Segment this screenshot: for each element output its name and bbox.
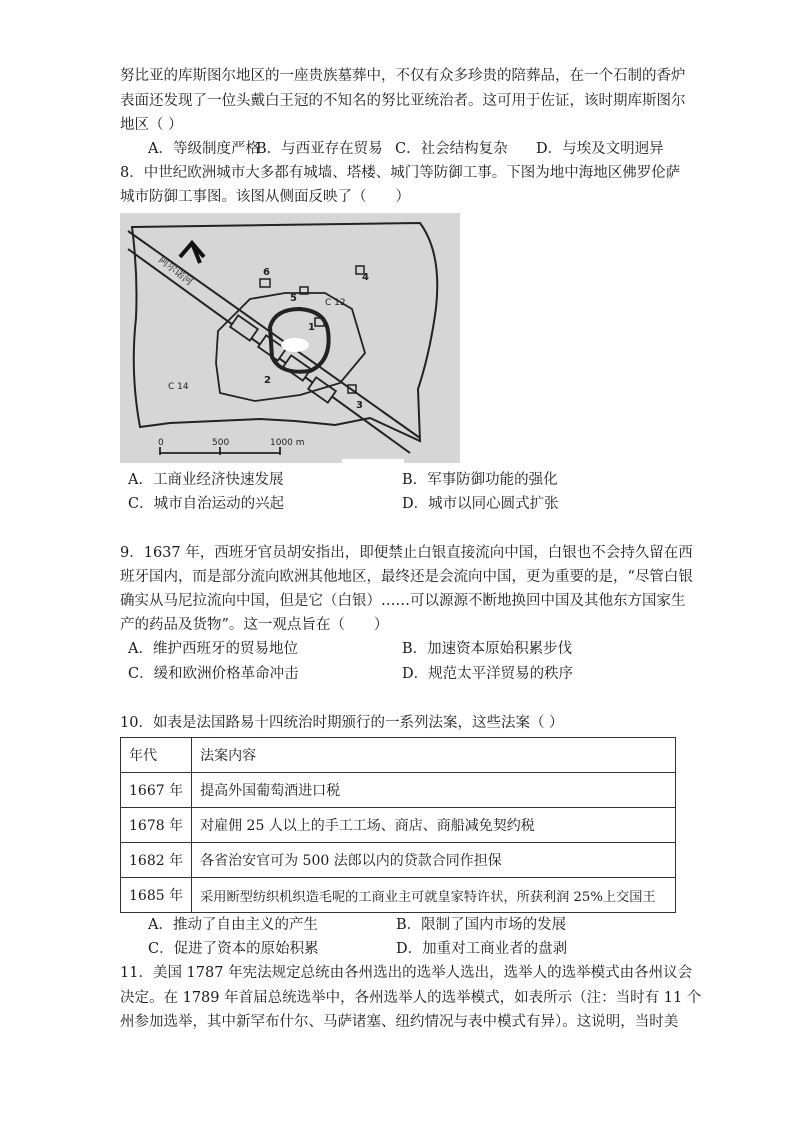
q9-option-d: D．规范太平洋贸易的秩序 (402, 666, 574, 682)
map-label-3: 3 (356, 400, 363, 411)
table-cell-content: 对雇佣 25 人以上的手工工场、商店、商船减免契约税 (192, 808, 676, 843)
q7-option-b: B．与西亚存在贸易 (256, 141, 383, 157)
table-cell-year: 1667 年 (121, 773, 192, 808)
louis-xiv-laws-table (120, 737, 676, 913)
map-label-c12: C 12 (325, 298, 346, 308)
scale-label-500: 500 (212, 438, 230, 448)
table-header-row (121, 738, 676, 773)
florence-fortification-map (120, 213, 460, 463)
q11-stem-line-1: 11．美国 1787 年宪法规定总统由各州选出的选举人选出，选举人的选举模式由各州议会 (120, 965, 693, 981)
table-cell-year: 1678 年 (121, 808, 192, 843)
table-row (121, 773, 676, 808)
q8-option-d: D．城市以同心圆式扩张 (402, 496, 559, 512)
q8-stem-line-2: 城市防御工事图。该图从侧面反映了（ ） (120, 189, 410, 205)
q8-stem-line-1: 8．中世纪欧洲城市大多都有城墙、塔楼、城门等防御工事。下图为地中海地区佛罗伦萨 (120, 165, 681, 181)
q7-stem-line-1: 努比亚的库斯图尔地区的一座贵族墓葬中，不仅有众多珍贵的陪葬品，在一个石制的香炉 (120, 68, 686, 84)
map-label-6: 6 (263, 267, 270, 278)
table-cell-content: 提高外国葡萄酒进口税 (192, 773, 676, 808)
q8-option-b: B．军事防御功能的强化 (402, 472, 558, 488)
q7-option-d: D．与埃及文明迥异 (536, 141, 664, 157)
q7-option-a: A．等级制度严格 (148, 141, 260, 157)
q7-stem-line-2: 表面还发现了一位头戴白王冠的不知名的努比亚统治者。这可用于佐证，该时期库斯图尔 (120, 93, 686, 109)
table-header-year: 年代 (121, 738, 192, 773)
q8-option-c: C．城市自治运动的兴起 (128, 496, 285, 512)
q10-option-d: D．加重对工商业者的盘剥 (396, 941, 568, 957)
q9-option-a: A．维护西班牙的贸易地位 (128, 641, 298, 657)
q10-stem: 10．如表是法国路易十四统治时期颁行的一系列法案，这些法案（ ） (120, 715, 564, 731)
q7-stem-line-3: 地区（ ） (120, 117, 183, 133)
q8-option-a: A．工商业经济快速发展 (128, 472, 284, 488)
q9-option-c: C．缓和欧洲价格革命冲击 (128, 666, 299, 682)
q9-stem-line-3: 确实从马尼拉流向中国，但是它（白银）……可以源源不断地换回中国及其他东方国家生 (120, 593, 686, 609)
q10-option-b: B．限制了国内市场的发展 (396, 917, 567, 933)
map-label-5: 5 (290, 293, 297, 304)
q9-stem-line-2: 班牙国内，而是部分流向欧洲其他地区，最终还是会流向中国，更为重要的是，“尽管白银 (120, 569, 693, 585)
q10-option-a: A．推动了自由主义的产生 (148, 917, 318, 933)
scale-label-0: 0 (158, 438, 164, 448)
scale-label-1000: 1000 m (270, 438, 305, 448)
q11-stem-line-3: 州参加选举，其中新罕布什尔、马萨诸塞、纽约情况与表中模式有异）。这说明，当时美 (120, 1014, 679, 1030)
q10-option-c: C．促进了资本的原始积累 (148, 941, 319, 957)
q11-stem-line-2: 决定。在 1789 年首届总统选举中，各州选举人的选举模式，如表所示（注：当时有 11 个 (120, 990, 702, 1006)
river-label: 阿尔诺河 (156, 254, 195, 288)
table-cell-content: 采用断型纺织机织造毛呢的工商业主可就皇家特许状，所获利润 25%上交国王 (192, 878, 676, 913)
table-cell-year: 1685 年 (121, 878, 192, 913)
q7-option-c: C．社会结构复杂 (395, 141, 508, 157)
table-cell-year: 1682 年 (121, 843, 192, 878)
q9-option-b: B．加速资本原始积累步伐 (402, 641, 573, 657)
table-cell-content: 各省治安官可为 500 法郎以内的贷款合同作担保 (192, 843, 676, 878)
map-label-1: 1 (308, 322, 315, 333)
q9-stem-line-4: 产的药品及货物”。这一观点旨在（ ） (120, 617, 389, 633)
table-row (121, 878, 676, 913)
q9-stem-line-1: 9．1637 年，西班牙官员胡安指出，即便禁止白银直接流向中国，白银也不会持久留在西 (120, 545, 693, 561)
map-label-c14: C 14 (168, 382, 189, 392)
map-label-4: 4 (362, 272, 369, 283)
map-label-2: 2 (264, 375, 271, 386)
table-header-content: 法案内容 (192, 738, 676, 773)
table-row (121, 808, 676, 843)
table-row (121, 843, 676, 878)
